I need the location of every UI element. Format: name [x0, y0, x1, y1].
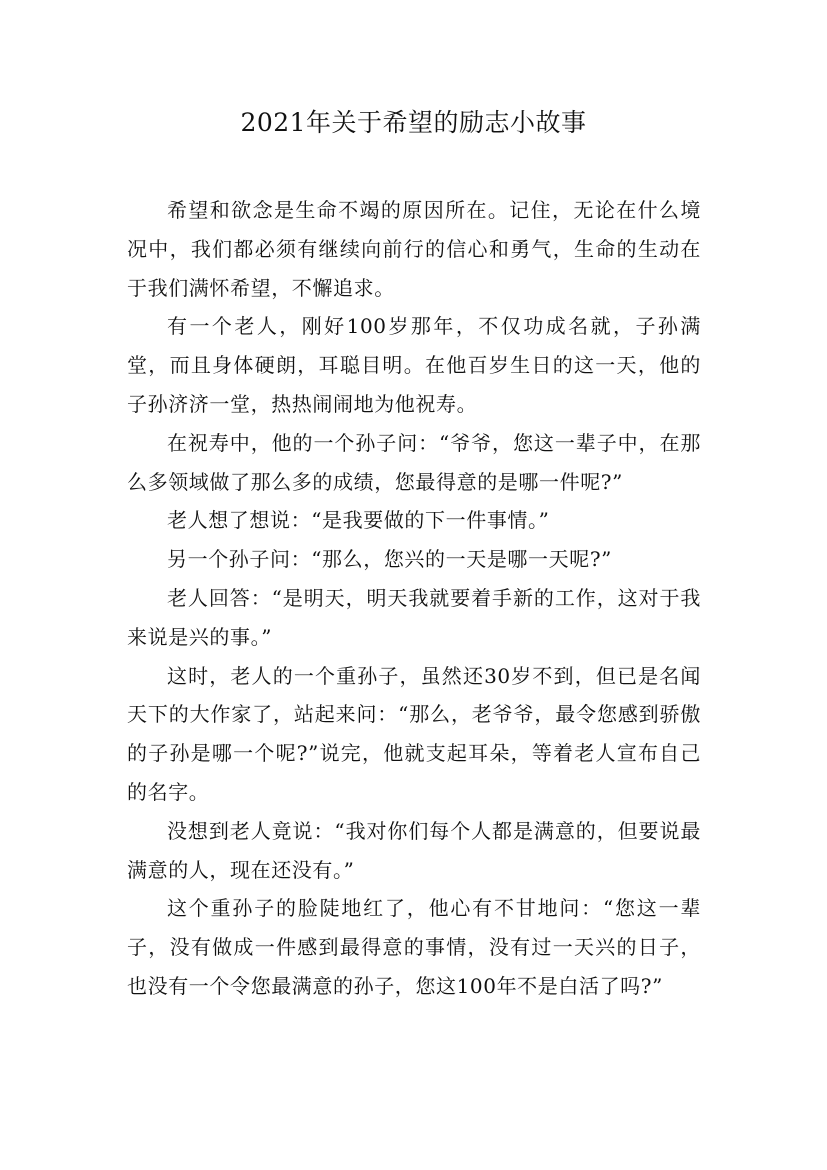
paragraph: 老人想了想说：“是我要做的下一件事情。” — [167, 508, 550, 533]
document-body — [127, 191, 701, 1006]
paragraph: 老人回答：“是明天，明天我就要着手新的工作，这对于我来说是兴的事。” — [127, 585, 701, 649]
paragraph: 有一个老人，刚好100岁那年，不仅功成名就，子孙满堂，而且身体硬朗，耳聪目明。在他百岁生日的这一天，他的子孙济济一堂，热热闹闹地为他祝寿。 — [127, 314, 701, 416]
paragraph: 在祝寿中，他的一个孙子问：“爷爷，您这一辈子中，在那么多领域做了那么多的成绩，您最得意的是哪一件呢?” — [127, 430, 701, 494]
paragraph: 另一个孙子问：“那么，您兴的一天是哪一天呢?” — [167, 547, 612, 572]
paragraph: 这个重孙子的脸陡地红了，他心有不甘地问：“您这一辈子，没有做成一件感到最得意的事情，没有过一天兴的日子，也没有一个令您最满意的孙子，您这100年不是白活了吗?” — [127, 896, 701, 998]
paragraph: 希望和欲念是生命不竭的原因所在。记住，无论在什么境况中，我们都必须有继续向前行的信心和勇气，生命的生动在于我们满怀希望，不懈追求。 — [127, 198, 701, 300]
paragraph: 没想到老人竟说：“我对你们每个人都是满意的，但要说最满意的人，现在还没有。” — [127, 818, 701, 882]
paragraph: 这时，老人的一个重孙子，虽然还30岁不到，但已是名闻天下的大作家了，站起来问：“那么，老爷爷，最令您感到骄傲的子孙是哪一个呢?”说完，他就支起耳朵，等着老人宣布自己的名字。 — [127, 663, 701, 804]
document-title: 2021年关于希望的励志小故事 — [240, 108, 587, 137]
